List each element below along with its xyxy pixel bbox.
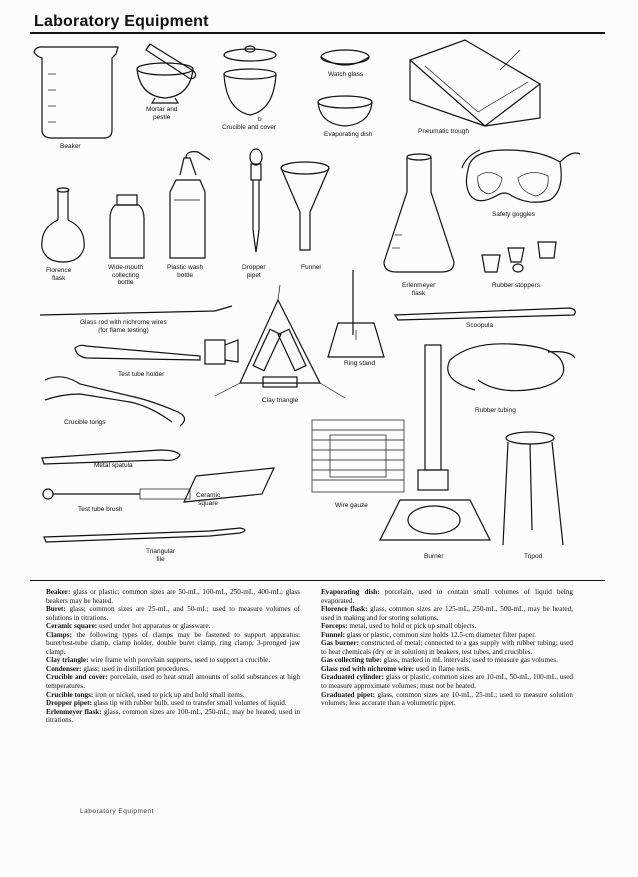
label-metal-spatula: Metal spatula [94, 462, 133, 469]
triangular-file-drawing [44, 528, 245, 542]
label-wash-bottle: Plastic wash bottle [167, 264, 204, 279]
scoopula-drawing [395, 308, 575, 320]
definition-item: Glass rod with nichrome wire: used in flame tests. [321, 664, 471, 673]
label-rubber-tubing: Rubber tubing [475, 407, 516, 414]
label-crucible: Crucible and cover [222, 124, 277, 131]
label-erlenmeyer: Erlenmeyer flask [402, 282, 436, 297]
definition-item: Florence flask: glass, common sizes are 125-mL, 250-mL, 500-mL, may be heated, used in making and for storing solutions. [321, 605, 574, 622]
definition-item: Beaker: glass or plastic; common sizes are 50-mL, 100-mL, 250-mL, 400-mL; glass beakers may be heated. [46, 588, 300, 605]
wide-mouth-bottle-drawing [110, 195, 144, 258]
label-beaker: Beaker [60, 143, 81, 150]
evaporating-dish-drawing [318, 96, 372, 126]
label-mortar: Mortar and pestle [146, 106, 178, 121]
watch-glass-drawing [321, 50, 369, 65]
definition-item: Gas collecting tube: glass, marked in mL intervals; used to measure gas volumes. [321, 656, 558, 665]
florence-flask-drawing [42, 188, 84, 262]
pneumatic-trough-drawing [410, 40, 540, 126]
burner-drawing [380, 345, 490, 540]
label-rubber-stoppers: Rubber stoppers [492, 282, 541, 289]
label-ring-stand: Ring stand [344, 360, 376, 367]
definition-item: Clay triangle: wire frame with porcelain supports, used to support a crucible. [46, 656, 271, 665]
definition-item: Condenser: glass; used in distillation procedures. [46, 664, 190, 673]
label-test-tube-brush: Test tube brush [78, 506, 123, 513]
label-florence: Florence flask [46, 267, 72, 282]
label-triangular-file: Triangular file [146, 548, 176, 563]
definition-item: Crucible and cover: porcelain, used to heat small amounts of solid substances at high temperatures. [46, 673, 300, 691]
label-wire-gauze: Wire gauze [335, 502, 368, 509]
definition-item: Forceps: metal, used to hold or pick up small objects. [321, 622, 477, 631]
tripod-drawing [503, 432, 563, 545]
wash-bottle-drawing [170, 152, 210, 258]
label-test-tube-holder: Test tube holder [118, 371, 165, 378]
definition-item: Crucible tongs: iron or nickel, used to pick up and hold small items. [46, 690, 245, 699]
label-safety-goggles: Safety goggles [492, 211, 536, 218]
definition-item: Graduated pipet: glass, common sizes are 10-mL, 25-mL; used to measure solution volumes; less accurate than a volumetric pipet. [321, 690, 573, 708]
erlenmeyer-drawing [384, 154, 454, 272]
test-tube-brush-drawing [43, 489, 190, 499]
test-tube-holder-drawing [75, 340, 238, 364]
label-crucible-b: b [258, 116, 262, 123]
section-divider [30, 580, 605, 581]
label-funnel: Funnel [301, 264, 321, 271]
label-glass-rod: Glass rod with nichrome wires (for flame testing) [80, 319, 167, 334]
wire-gauze-drawing [312, 420, 404, 492]
label-evaporating-dish: Evaporating dish [324, 131, 373, 138]
definition-item: Graduated cylinder: glass or plastic, common sizes are 10-mL, 50-mL, 100-mL, used to measure approximate volumes; must not be heated. [321, 673, 573, 691]
page-footer: Laboratory Equipment [80, 808, 154, 815]
dropper-drawing [250, 149, 262, 252]
mortar-drawing [137, 44, 196, 103]
label-clay-triangle: Clay triangle [262, 397, 299, 404]
label-burner: Burner [424, 553, 444, 560]
funnel-drawing [281, 162, 329, 250]
label-ceramic-square: Ceramic square [196, 492, 221, 507]
definition-item: Buret: glass; common sizes are 25-mL, and 50-mL; used to measure volumes of solutions in titrations. [46, 605, 300, 622]
definition-item: Clamps: the following types of clamps may be fastened to support apparatus: buret/test-tube clamp, clamp holder, double buret clamp, ring clamp, 3-pronged jaw clamp. [46, 630, 300, 656]
crucible-drawing [224, 46, 276, 115]
beaker-drawing [34, 47, 118, 138]
label-wide-mouth: Wide-mouth collecting bottle [108, 264, 144, 286]
definition-item: Ceramic square: used under hot apparatus or glassware. [46, 622, 211, 631]
rubber-tubing-drawing [448, 344, 575, 391]
definitions-left-column [46, 588, 300, 725]
glass-rod-drawing [40, 306, 232, 315]
rubber-stoppers-drawing [482, 242, 556, 272]
label-watch-glass: Watch glass [328, 71, 364, 78]
definition-item: Gas burner: constructed of metal; connected to a gas supply with rubber tubing; used to heat chemicals (dry or in solution) in beakers, test tubes, and crucibles. [321, 639, 574, 656]
label-scoopula: Scoopula [466, 322, 494, 329]
label-pneumatic-trough: Pneumatic trough [418, 128, 469, 135]
definition-item: Evaporating dish: porcelain, used to contain small volumes of liquid being evaporated. [321, 588, 573, 605]
label-tripod: Tripod [524, 553, 543, 560]
ring-stand-drawing [328, 270, 384, 357]
safety-goggles-drawing [462, 150, 580, 202]
definition-item: Funnel: glass or plastic, common size holds 12.5-cm diameter filter paper. [321, 630, 536, 639]
page-title: Laboratory Equipment [34, 13, 209, 30]
definitions-right-column [321, 588, 573, 708]
definition-item: Erlenmeyer flask: glass, common sizes are 100-mL, 250-mL; may be heated, used in titrations. [46, 707, 300, 725]
label-crucible-tongs: Crucible tongs [64, 419, 106, 426]
definition-item: Dropper pipet: glass tip with rubber bulb, used to transfer small volumes of liquid. [46, 699, 287, 708]
label-dropper: Dropper pipet [242, 264, 266, 279]
